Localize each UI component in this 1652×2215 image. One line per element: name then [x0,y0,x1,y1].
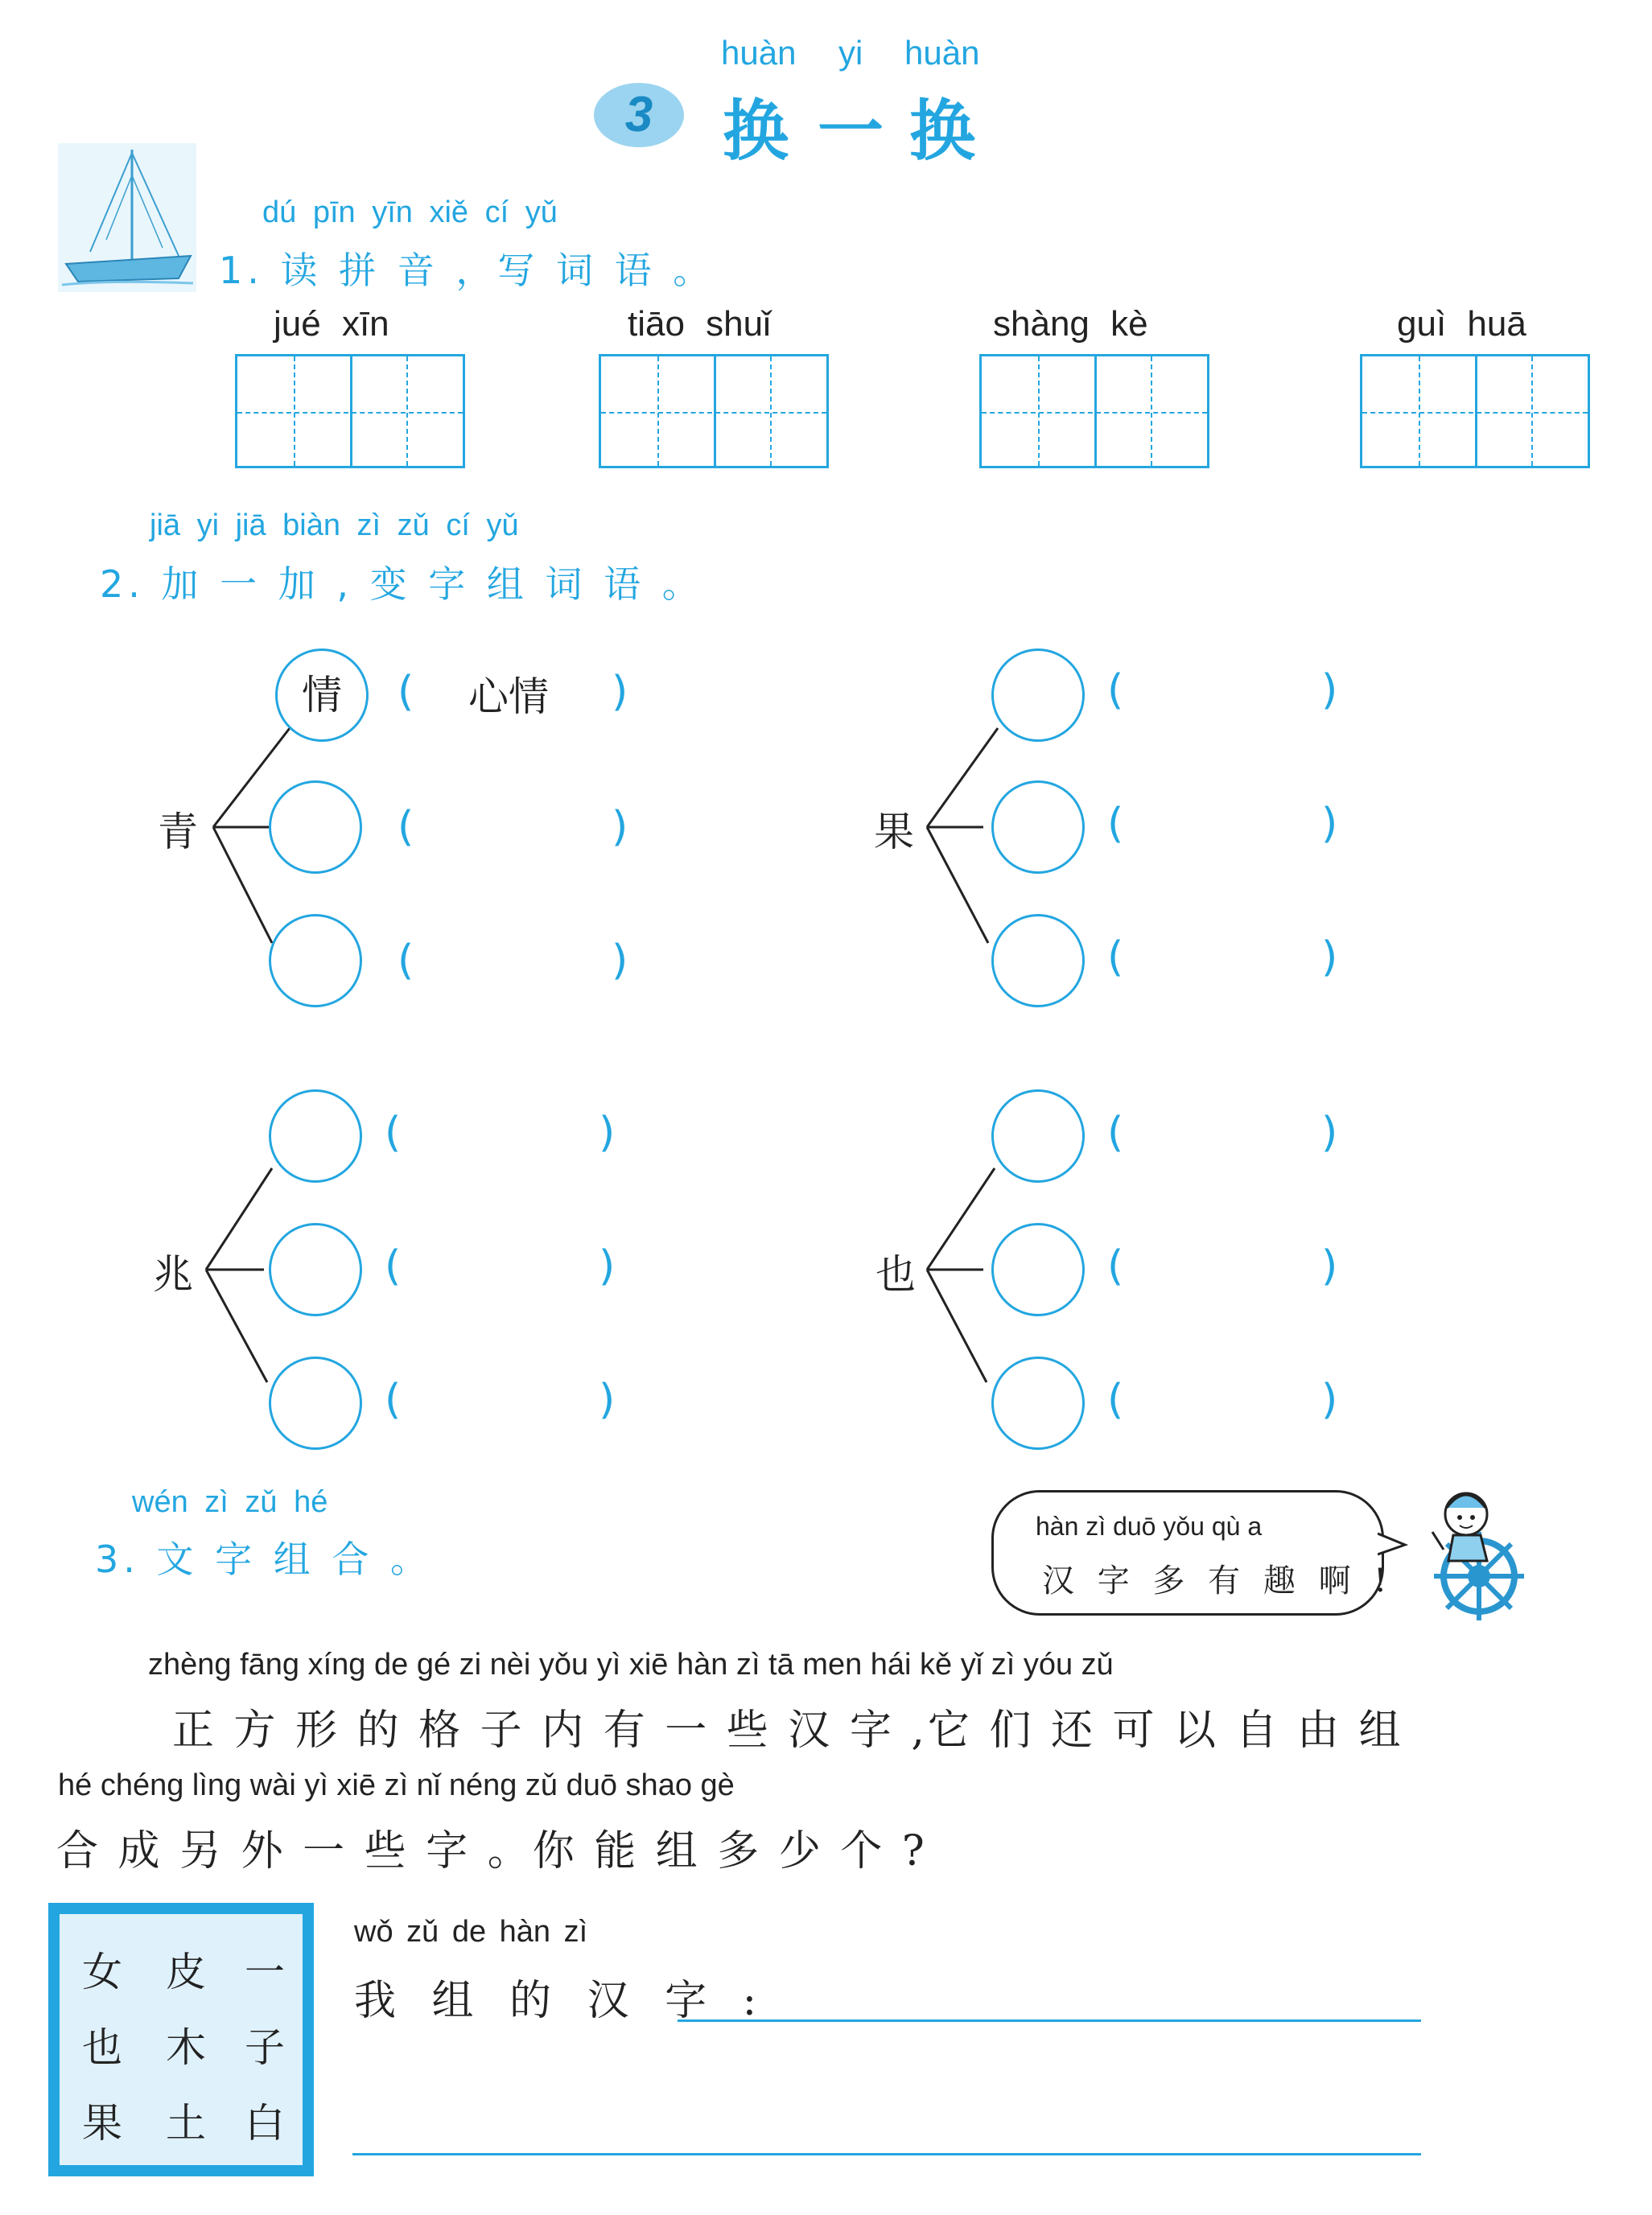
character-grid-box [48,1903,314,2176]
answer-circle[interactable] [991,648,1085,742]
bubble-tail [1378,1529,1410,1561]
answer-circle[interactable] [991,1089,1085,1183]
section3-pinyin: wén zì zǔ hé [132,1485,328,1519]
bubble-pinyin: hàn zì duō yǒu qù a [1036,1512,1263,1541]
paren-close: ) [1321,800,1338,848]
paragraph-pinyin-1: zhèng fāng xíng de gé zi nèi yǒu yì xiē hàn zì tā men hái kě yǐ zì yóu zǔ [148,1648,1114,1682]
paren-close: ) [1321,1242,1338,1291]
paren-open: ( [1107,666,1124,714]
paren-close: ) [1321,666,1338,714]
grid-char: 果 [82,2100,122,2147]
title-char-1: 换 [723,93,789,170]
paren-close: ) [599,1242,616,1291]
answer-circle[interactable] [991,1357,1085,1450]
paren-open: ( [385,1109,402,1157]
section1-title: 1. 读 拼 音 ，写 词 语 。 [219,249,715,292]
answer-pinyin: wǒ zǔ de hàn zì [354,1915,588,1949]
root-char-qing: 青 [158,809,198,855]
word1-pinyin: jué xīn [274,304,389,344]
bubble-text: 汉 字 多 有 趣 啊 ! [1042,1562,1394,1599]
title-char-3: 换 [909,93,976,170]
title-pinyin-3: huàn [904,34,980,72]
grid-char: 女 [82,1949,122,1995]
paren-close: ) [1321,933,1338,982]
paragraph-text-2: 合 成 另 外 一 些 字 。你 能 组 多 少 个 ? [56,1827,928,1875]
grid-char: 白 [245,2100,285,2147]
answer-circle[interactable] [991,1223,1085,1316]
answer-circle[interactable]: 情 [275,648,369,742]
grid-char: 土 [166,2100,206,2147]
paren-close: ) [1321,1376,1338,1424]
paren-open: ( [1107,800,1124,848]
paren-close: ) [599,1109,616,1157]
answer-label: 我 组 的 汉 字 : [354,1977,768,2025]
grid-char: 一 [245,1949,285,1995]
paragraph-text-1: 正 方 形 的 格 子 内 有 一 些 汉 字 ,它 们 还 可 以 自 由 组 [172,1707,1404,1755]
word2-pinyin: tiāo shuǐ [628,304,771,344]
paren-open: ( [398,937,414,985]
paren-close: ) [599,1376,616,1424]
section2-pinyin: jiā yi jiā biàn zì zǔ cí yǔ [150,508,519,542]
answer-circle[interactable] [991,914,1085,1007]
answer-circle[interactable] [991,780,1085,874]
title-pinyin-1: huàn [721,34,797,72]
lesson-number-badge: 3 [594,83,684,147]
section3-title: 3. 文 字 组 合 。 [95,1538,432,1581]
sailor-boy-icon [1416,1484,1529,1620]
paren-close: ) [1321,1109,1338,1157]
paren-open: ( [385,1242,402,1291]
answer-circle[interactable] [269,780,362,874]
grid-char: 木 [166,2024,206,2071]
paren-open: ( [1107,933,1124,982]
answer-circle[interactable] [269,1089,362,1183]
paragraph-pinyin-2: hé chéng lìng wài yì xiē zì nǐ néng zǔ duō shao gè [58,1768,735,1802]
grid-char: 也 [82,2024,122,2071]
paren-close: ) [612,803,628,851]
answer-circle[interactable] [269,1357,362,1450]
paren-open: ( [398,803,414,851]
grid-char: 子 [245,2024,285,2071]
root-char-zhao: 兆 [153,1251,193,1298]
section2-title: 2. 加 一 加 , 变 字 组 词 语 。 [100,562,704,606]
paren-close: ) [612,668,628,716]
paren-open: ( [398,668,414,716]
paren-open: ( [1107,1242,1124,1291]
word3-pinyin: shàng kè [993,304,1148,344]
answer-circle[interactable] [269,914,362,1007]
paren-open: ( [1107,1376,1124,1424]
example-word: 心情 [468,673,549,720]
paren-open: ( [385,1376,402,1424]
answer-line-1[interactable] [678,2019,1421,2022]
word4-pinyin: guì huā [1397,304,1526,344]
root-char-ye: 也 [875,1251,916,1298]
paren-close: ) [612,937,628,985]
title-pinyin-2: yi [838,34,863,72]
section1-pinyin: dú pīn yīn xiě cí yǔ [262,196,558,229]
answer-line-2[interactable] [352,2153,1421,2155]
title-char-2: 一 [818,93,884,170]
root-char-guo: 果 [874,809,914,855]
answer-circle[interactable] [269,1223,362,1316]
paren-open: ( [1107,1109,1124,1157]
speech-bubble [991,1490,1394,1616]
grid-char: 皮 [166,1949,206,1995]
